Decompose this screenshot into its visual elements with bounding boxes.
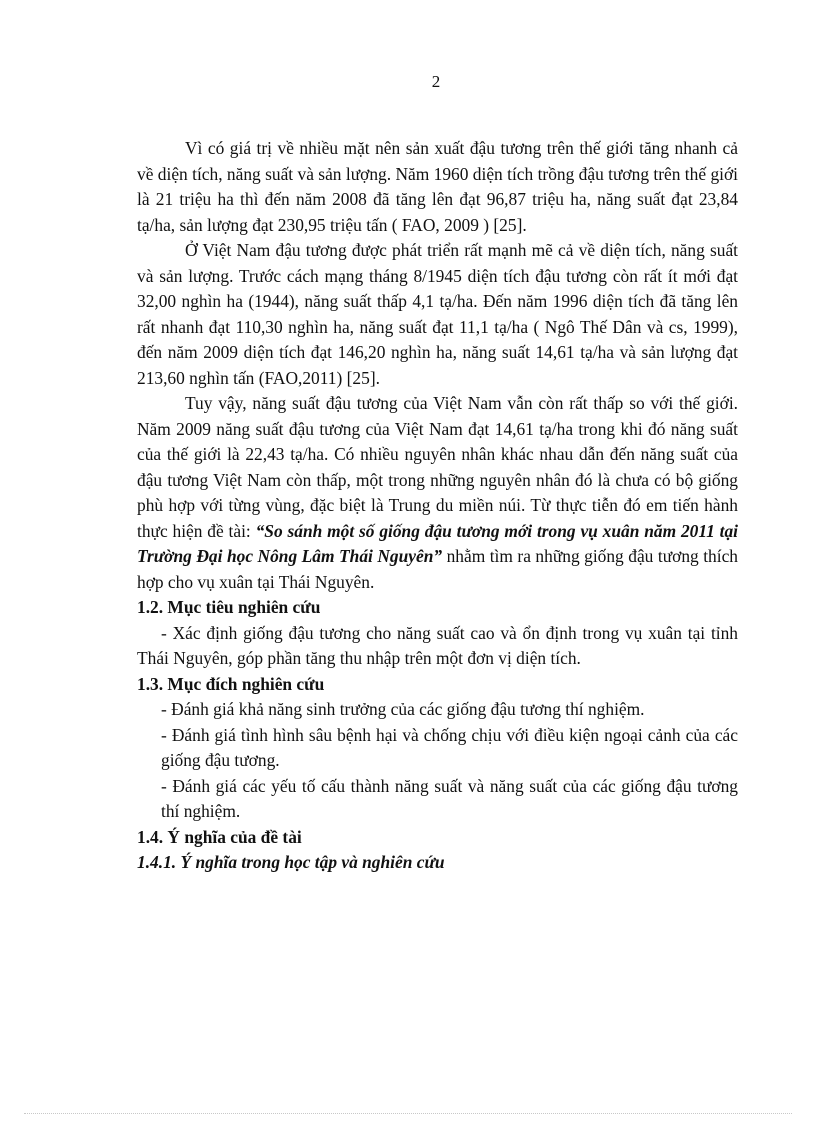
purpose-item: - Đánh giá tình hình sâu bệnh hại và chống chịu với điều kiện ngoại cảnh của các giống đậu tương.	[161, 724, 738, 770]
thesis-title: “So sánh một số giống đậu tương mới trong vụ xuân năm 2011 tại Trường Đại học Nông Lâm Thái Nguyên”	[137, 520, 738, 566]
document-body	[137, 136, 738, 876]
section-heading-objectives: 1.2. Mục tiêu nghiên cứu	[137, 597, 321, 617]
page-number: 2	[431, 72, 441, 91]
purpose-item: - Đánh giá khả năng sinh trưởng của các giống đậu tương thí nghiệm.	[161, 699, 645, 719]
paragraph-vietnam-production: Ở Việt Nam đậu tương được phát triển rất mạnh mẽ cả về diện tích, năng suất và sản lượng. Trước cách mạng tháng 8/1945 diện tích đậu tương còn rất ít mới đạt 32,00 nghìn ha (1944), năng suất thấp 4,1 tạ/ha. Đến năm 1996 diện tích đã tăng lên rất nhanh đạt 110,30 nghìn ha, năng suất đạt 11,1 tạ/ha ( Ngô Thế Dân và cs, 1999), đến năm 2009 diện tích đạt 146,20 nghìn ha, năng suất 14,61 tạ/ha và sản lượng đạt 213,60 nghìn tấn (FAO,2011) [25].	[137, 240, 738, 388]
section-heading-purposes: 1.3. Mục đích nghiên cứu	[137, 673, 325, 694]
objective-item: - Xác định giống đậu tương cho năng suất cao và ổn định trong vụ xuân tại tỉnh Thái Nguyên, góp phần tăng thu nhập trên một đơn vị diện tích.	[137, 622, 738, 668]
paragraph-research-rationale	[137, 391, 738, 595]
section-heading-significance: 1.4. Ý nghĩa của đề tài	[137, 826, 302, 847]
rationale-text: Tuy vậy, năng suất đậu tương của Việt Nam vẫn còn rất thấp so với thế giới. Năm 2009 năng suất đậu tương của Việt Nam đạt 14,61 tạ/ha trong khi đó năng suất của thế giới là 22,43 tạ/ha. Có nhiều nguyên nhân khác nhau dẫn đến năng suất của đậu tương Việt Nam còn thấp, một trong những nguyên nhân đó là chưa có bộ giống phù hợp với từng vùng, đặc biệt là Trung du miền núi. Từ thực tiễn đó em tiến hành thực hiện đề tài:	[137, 393, 738, 541]
purpose-item: - Đánh giá các yếu tố cấu thành năng suất và năng suất của các giống đậu tương thí nghiệm.	[161, 775, 738, 821]
paragraph-world-production: Vì có giá trị về nhiều mặt nên sản xuất đậu tương trên thế giới tăng nhanh cả về diện tích, năng suất và sản lượng. Năm 1960 diện tích trồng đậu tương trên thế giới là 21 triệu ha thì đến năm 2008 đã tăng lên đạt 96,87 triệu ha, năng suất đạt 23,84 tạ/ha, sản lượng đạt 230,95 triệu tấn ( FAO, 2009 ) [25].	[137, 138, 738, 235]
page-bottom-divider	[24, 1113, 792, 1114]
rationale-text-end: nhằm tìm ra những giống đậu tương thích hợp cho vụ xuân tại Thái Nguyên.	[137, 546, 738, 592]
subsection-heading-study-significance: 1.4.1. Ý nghĩa trong học tập và nghiên cứu	[137, 852, 445, 872]
